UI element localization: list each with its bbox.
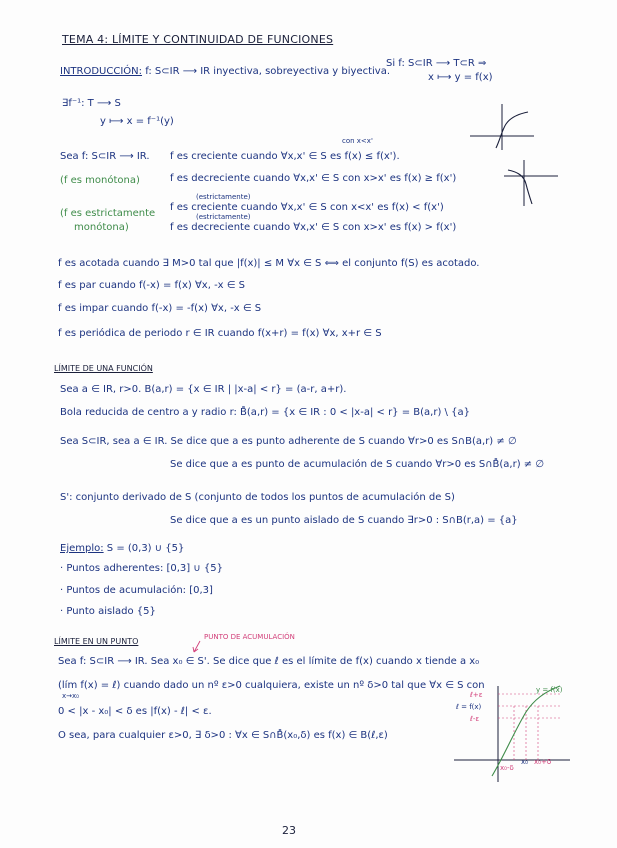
annotation-arrow-icon: [190, 640, 202, 654]
graph-x-minus-delta: x₀-δ: [500, 764, 514, 772]
monotony-lead: Sea f: S⊂IR ⟶ IR.: [60, 151, 150, 162]
property-periodic: f es periódica de periodo r ∈ IR cuando f(x+r) = f(x) ∀x, x+r ∈ S: [58, 328, 382, 339]
page-number: 23: [282, 824, 296, 837]
example-set: S = (0,3) ∪ {5}: [106, 543, 185, 554]
graph-l-label: ℓ = f(x): [456, 703, 482, 711]
strict-increasing-def: f es creciente cuando ∀x,x' ∈ S con x<x' es f(x) < f(x'): [170, 202, 444, 213]
note-x-less: con x<x': [342, 137, 373, 145]
accumulation-point-definition: Se dice que a es punto de acumulación de S cuando ∀r>0 es S∩B̊(a,r) ≠ ∅: [170, 459, 545, 470]
increasing-graph-icon: [466, 100, 536, 152]
strict-note-b: (estrictamente): [196, 213, 251, 221]
limit-subscript: x→x₀: [62, 692, 79, 700]
graph-l-plus-epsilon: ℓ+ε: [470, 691, 483, 699]
graph-l-minus-epsilon: ℓ-ε: [470, 715, 480, 723]
example-item: · Puntos de acumulación: [0,3]: [60, 585, 213, 596]
intro-line: [60, 66, 390, 78]
intro-right-1: Si f: S⊂IR ⟶ T⊂R ⇒: [386, 58, 487, 69]
reduced-ball-definition: Bola reducida de centro a y radio r: B̊(a,r) = {x ∈ IR : 0 < |x-a| < r} = B(a,r) \ {a}: [60, 407, 470, 418]
intro-definition: f: S⊂IR ⟶ IR inyectiva, sobreyectiva y biyectiva.: [145, 66, 391, 77]
limit-definition-2: (lím f(x) = ℓ) cuando dado un nº ε>0 cualquiera, existe un nº δ>0 tal que ∀x ∈ S con: [58, 680, 485, 691]
ball-definition: Sea a ∈ IR, r>0. B(a,r) = {x ∈ IR | |x-a| < r} = (a-r, a+r).: [60, 384, 347, 395]
page-title: TEMA 4: LÍMITE Y CONTINUIDAD DE FUNCIONES: [62, 33, 334, 46]
property-odd: f es impar cuando f(-x) = -f(x) ∀x, -x ∈ S: [58, 303, 262, 314]
limit-definition-3: 0 < |x - x₀| < δ es |f(x) - ℓ| < ε.: [58, 706, 212, 717]
section-heading-limit-function: LÍMITE DE UNA FUNCIÓN: [54, 364, 153, 373]
graph-x-plus-delta: x₀+δ: [534, 758, 552, 766]
example-item: · Punto aislado {5}: [60, 606, 156, 617]
graph-curve-label: y = f(x): [536, 686, 563, 694]
derived-set-definition: S': conjunto derivado de S (conjunto de todos los puntos de acumulación de S): [60, 492, 455, 503]
increasing-def: f es creciente cuando ∀x,x' ∈ S es f(x) ≤ f(x').: [170, 151, 400, 162]
property-bounded: f es acotada cuando ∃ M>0 tal que |f(x)| ≤ M ∀x ∈ S ⟺ el conjunto f(S) es acotado.: [58, 258, 480, 269]
strict-label-2: monótona): [74, 222, 129, 233]
adherent-point-definition: Sea S⊂IR, sea a ∈ IR. Se dice que a es punto adherente de S cuando ∀r>0 es S∩B(a,r) ≠ ∅: [60, 436, 517, 447]
section-heading-limit-point: LÍMITE EN UN PUNTO: [54, 637, 139, 646]
limit-definition-4: O sea, para cualquier ε>0, ∃ δ>0 : ∀x ∈ S∩B̊(x₀,δ) es f(x) ∈ B(ℓ,ε): [58, 730, 388, 741]
graph-x0: x₀: [521, 758, 528, 766]
isolated-point-definition: Se dice que a es un punto aislado de S cuando ∃r>0 : S∩B(r,a) = {a}: [170, 515, 518, 526]
monotone-label: (f es monótona): [60, 175, 140, 186]
property-even: f es par cuando f(-x) = f(x) ∀x, -x ∈ S: [58, 280, 246, 291]
limit-definition-1: Sea f: S⊂IR ⟶ IR. Sea x₀ ∈ S'. Se dice que ℓ es el límite de f(x) cuando x tiende a x₀: [58, 656, 480, 667]
inverse-line-1: ∃f⁻¹: T ⟶ S: [62, 98, 121, 109]
example-label: Ejemplo:: [60, 543, 104, 554]
inverse-line-2: y ⟼ x = f⁻¹(y): [100, 116, 174, 127]
example-line: [60, 543, 184, 555]
intro-label: INTRODUCCIÓN:: [60, 66, 143, 77]
decreasing-graph-icon: [502, 158, 562, 210]
decreasing-def: f es decreciente cuando ∀x,x' ∈ S con x>x' es f(x) ≥ f(x'): [170, 173, 457, 184]
example-item: · Puntos adherentes: [0,3] ∪ {5}: [60, 563, 223, 574]
strict-decreasing-def: f es decreciente cuando ∀x,x' ∈ S con x>x' es f(x) > f(x'): [170, 222, 457, 233]
accumulation-annotation: PUNTO DE ACUMULACIÓN: [204, 633, 295, 641]
strict-label-1: (f es estrictamente: [60, 208, 156, 219]
strict-note-a: (estrictamente): [196, 193, 251, 201]
intro-right-2: x ⟼ y = f(x): [428, 72, 493, 83]
